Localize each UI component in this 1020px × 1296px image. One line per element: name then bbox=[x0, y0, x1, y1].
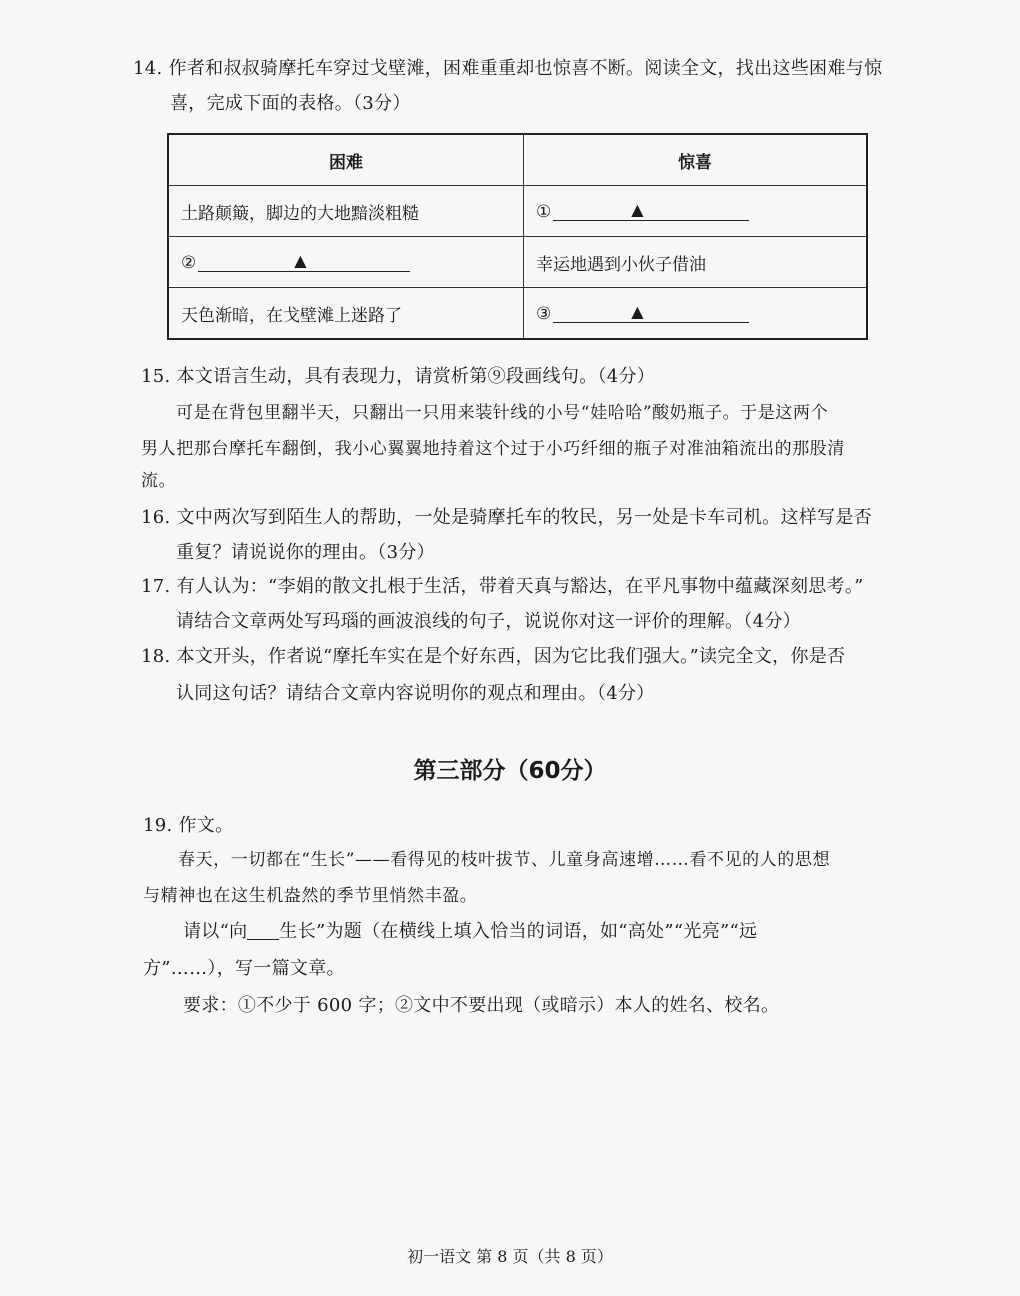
table-cell-row2-surprise: 幸运地遇到小伙子借油 bbox=[524, 237, 868, 288]
answer-blank-2 bbox=[198, 251, 410, 272]
answer-blank-3 bbox=[553, 302, 749, 323]
q19-task-line bbox=[183, 917, 757, 943]
triangle-icon: ▲ bbox=[631, 200, 644, 219]
q19-line1: 19. 作文。 bbox=[143, 815, 234, 836]
answer-blank-1 bbox=[553, 200, 749, 221]
q14-line1: 14. 作者和叔叔骑摩托车穿过戈壁滩，困难重重却也惊喜不断。阅读全文，找出这些困难与惊 bbox=[133, 58, 883, 79]
q15-quote1: 可是在背包里翻半天，只翻出一只用来装针线的小号“娃哈哈”酸奶瓶子。于是这两个 bbox=[176, 403, 829, 423]
q18-line1: 18. 本文开头，作者说“摩托车实在是个好东西，因为它比我们强大。”读完全文，你是否 bbox=[141, 646, 846, 667]
table-header-surprise: 惊喜 bbox=[524, 134, 868, 186]
page-footer: 初一语文 第 8 页（共 8 页） bbox=[407, 1247, 613, 1266]
q19-task2: 方”……），写一篇文章。 bbox=[143, 958, 345, 979]
q18-line2: 认同这句话？请结合文章内容说明你的观点和理由。（4分） bbox=[176, 683, 655, 704]
q15-line1: 15. 本文语言生动，具有表现力，请赏析第⑨段画线句。（4分） bbox=[141, 366, 656, 387]
q17-line1: 17. 有人认为：“李娟的散文扎根于生活，带着天真与豁达，在平凡事物中蕴藏深刻思考。” bbox=[141, 576, 864, 597]
table-header-difficulty: 困难 bbox=[168, 134, 524, 186]
difficulty-surprise-table bbox=[167, 133, 868, 340]
q15-quote2: 男人把那台摩托车翻倒，我小心翼翼地持着这个过于小巧纤细的瓶子对准油箱流出的那股清 bbox=[141, 439, 845, 459]
q19-task-b: 生长”为题（在横线上填入恰当的词语，如“高处”“光亮”“远 bbox=[279, 921, 758, 942]
table-cell-row1-difficulty: 土路颠簸，脚边的大地黯淡粗糙 bbox=[168, 186, 524, 237]
q15-quote3: 流。 bbox=[141, 471, 177, 491]
table-cell-row3-difficulty: 天色渐暗，在戈壁滩上迷路了 bbox=[168, 288, 524, 340]
q14-line2: 喜，完成下面的表格。（3分） bbox=[170, 93, 411, 114]
triangle-icon: ▲ bbox=[631, 302, 644, 321]
q19-requirement: 要求：①不少于 600 字；②文中不要出现（或暗示）本人的姓名、校名。 bbox=[183, 995, 780, 1016]
q19-prompt1: 春天，一切都在“生长”——看得见的枝叶拔节、儿童身高速增……看不见的人的思想 bbox=[178, 850, 831, 870]
q19-task-a: 请以“向 bbox=[183, 921, 248, 942]
title-blank bbox=[247, 921, 279, 940]
table-cell-row1-surprise bbox=[524, 186, 868, 237]
blank-mark-2: ② bbox=[181, 253, 197, 273]
q16-line2: 重复？请说说你的理由。（3分） bbox=[176, 542, 435, 563]
table-cell-row2-difficulty bbox=[168, 237, 524, 288]
blank-mark-1: ① bbox=[536, 202, 552, 222]
q19-prompt2: 与精神也在这生机盎然的季节里悄然丰盈。 bbox=[143, 886, 478, 906]
blank-mark-3: ③ bbox=[536, 304, 552, 324]
q16-line1: 16. 文中两次写到陌生人的帮助，一处是骑摩托车的牧民，另一处是卡车司机。这样写是否 bbox=[141, 507, 872, 528]
q17-line2: 请结合文章两处写玛瑙的画波浪线的句子，说说你对这一评价的理解。（4分） bbox=[176, 611, 801, 632]
section-title: 第三部分（60分） bbox=[413, 758, 607, 784]
triangle-icon: ▲ bbox=[294, 251, 307, 270]
table-cell-row3-surprise bbox=[524, 288, 868, 340]
